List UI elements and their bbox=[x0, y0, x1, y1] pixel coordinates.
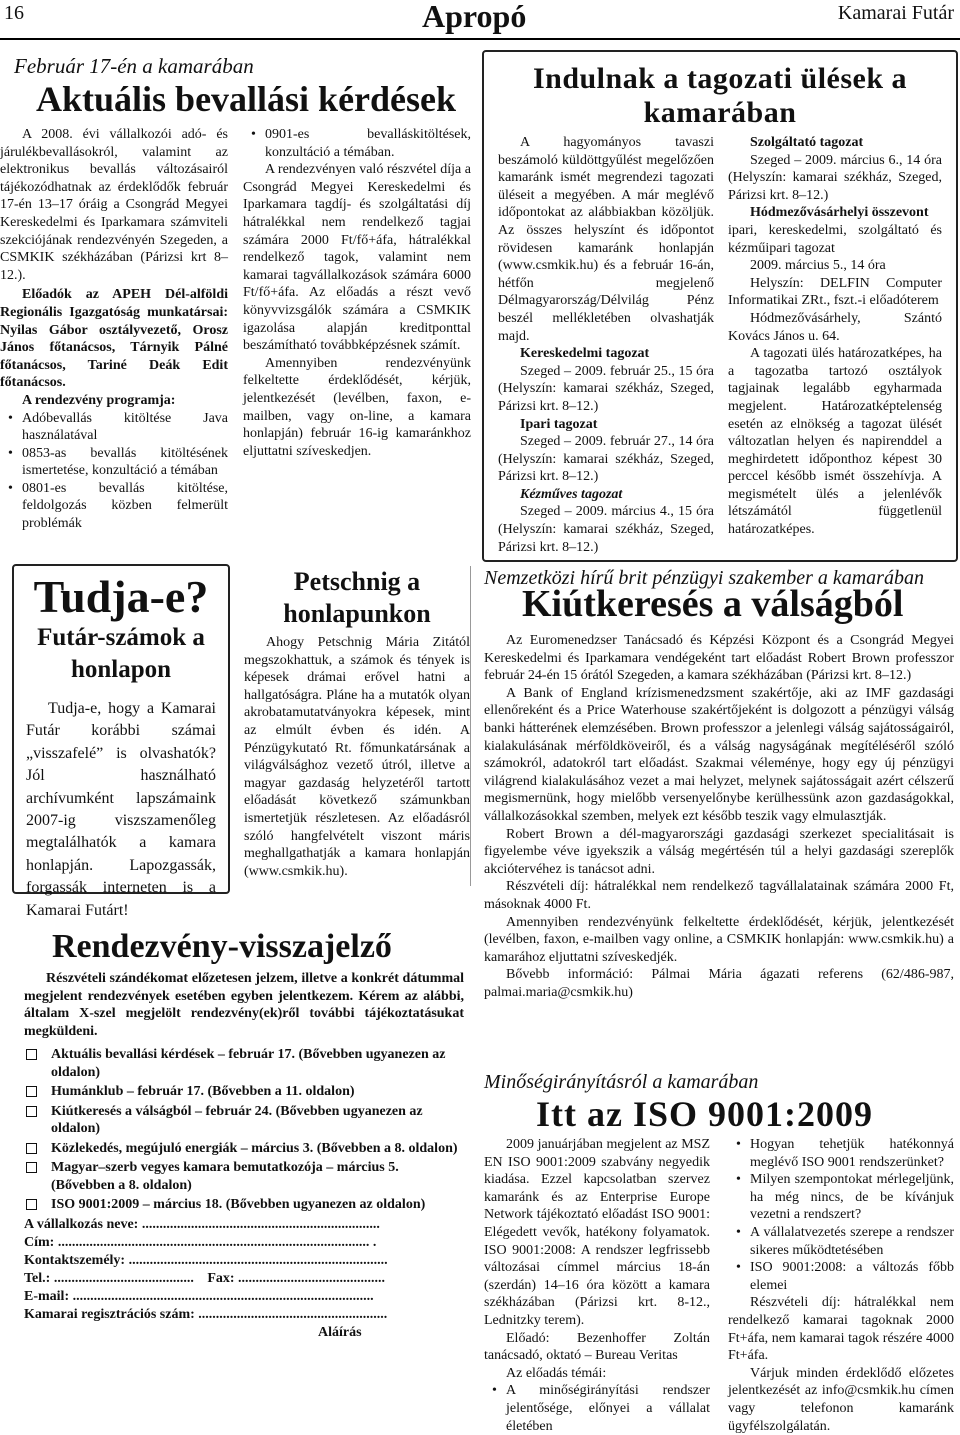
option-label: Aktuális bevallási kérdések – február 17. (Bővebben ugyanezen az oldalon) bbox=[51, 1047, 446, 1080]
option-label: Közlekedés, megújuló energiák – március 3. (Bővebben a 8. oldalon) bbox=[51, 1140, 458, 1156]
option-row[interactable] bbox=[24, 1140, 464, 1158]
session-detail: Szeged – 2009. február 25., 15 óra (Helyszín: kamarai székház, Szeged, Párizsi krt. 8–12.) bbox=[498, 363, 714, 414]
option-row[interactable] bbox=[24, 1196, 464, 1214]
paragraph: Robert Brown a dél-magyarországi gazdasági szerkezet specialitásait is figyelembe véve igyekszik a válság megértésén túl a helyi gazdasági szereplők akciótervéhez is tanácsot adni. bbox=[484, 826, 954, 877]
article-kicker: Minőségirányításról a kamarában bbox=[484, 1071, 759, 1093]
checkbox[interactable] bbox=[26, 1086, 37, 1097]
box-tudja bbox=[12, 564, 230, 919]
paragraph: Részvételi díj: hátralékkal nem rendelkező kamarai tagoknak 2000 Ft+áfa, nem kamarai tagok részére 4000 Ft+áfa. bbox=[728, 1295, 954, 1364]
list-item: • Adóbevallás kitöltése Java használatával bbox=[0, 410, 228, 445]
option-label: Magyar–szerb vegyes kamara bemutatkozója – március 5. (Bővebben a 8. oldalon) bbox=[51, 1160, 399, 1193]
article-kicker: Nemzetközi hírű brit pénzügyi szakember a kamarában bbox=[484, 567, 924, 589]
checkbox[interactable] bbox=[26, 1199, 37, 1210]
paragraph: A rendezvényen való részvétel díja a Csongrád Megyei Kereskedelmi és Iparkamara tagdíj- és szolgáltatási díj hátralékkal nem rendelkező tagjai számára 2000 Ft/fő+áfa, hátralékkal rendelkező tagok, valamint nem kamarai tagvállalkozások számára 6000 Ft/fő+áfa. Az előadás a részt vevő könyvvizsgálók számára a CSMKIK igazolása alapján kreditponttal beszámítható továbbképzésnek számít. bbox=[243, 162, 471, 354]
paragraph: Az Euromenedzser Tanácsadó és Képzési Központ és a Csongrád Megyei Kereskedelmi és Iparkamara vendégeként tart előadást Robert Brown professzor február 24-én 15 órától Szegeden, a kamara székházában (Párizsi krt. 8–12.) bbox=[484, 633, 954, 684]
paragraph: 2009 januárjában megjelent az MSZ EN ISO 9001:2009 szabvány negyedik kiadása. Ezzel kapcsolatban szervez kamaránk és az Enterprise Europe Network tájékoztató előadást ISO 9001: Elégedett vevők, hatékony folyamatok. ISO 9001:2008: A rendszer legfrissebb változásai címmel március 18-án (szerdán) 14–16 óra között a kamara székházában (Párizsi krt. 8-12., Lednitzky terem). bbox=[484, 1137, 710, 1328]
article-aktualis bbox=[14, 54, 462, 119]
tagozati-col1 bbox=[498, 134, 714, 556]
session-detail: 2009. március 5., 14 óra bbox=[750, 258, 886, 274]
paragraph: Az előadás témái: bbox=[506, 1365, 607, 1381]
article-aktualis-col1 bbox=[0, 126, 228, 533]
tagozati-col2 bbox=[728, 134, 942, 539]
article-iso-col1 bbox=[484, 1136, 710, 1435]
list-item: • A vállalatvezetés szerepe a rendszer sikeres működtetésében bbox=[728, 1224, 954, 1259]
list-item: • Hogyan tehetjük hatékonnyá meglévő ISO 9001 rendszerünket? bbox=[728, 1136, 954, 1171]
session-detail: Hódmezővásárhely, Szántó Kovács János u. 64. bbox=[728, 310, 942, 344]
list-item: • 0901-es bevalláskitöltések, konzultáció a témában. bbox=[243, 126, 471, 161]
session-sub: ipari, kereskedelmi, szolgáltató és kézműipari tagozat bbox=[728, 222, 942, 256]
article-title: Indulnak a tagozati ülések a kamarában bbox=[532, 62, 908, 129]
company-field[interactable]: A vállalkozás neve: .................................................................... bbox=[24, 1216, 380, 1232]
article-title: Aktuális bevallási kérdések bbox=[36, 79, 457, 119]
address-field[interactable]: Cím: ......................................................................................... . bbox=[24, 1234, 377, 1250]
box-subtitle: Futár-számok a honlapon bbox=[37, 624, 205, 683]
paragraph: A hagyományos tavaszi beszámoló küldöttgyűlést megelőzően kamaránk ismét megrendezi tagozati üléseit a megyében. A már meglévő időpontokat az alábbiakban közöljük. Az összes helyszínt és időpontot rövidesen kamaránk honlapján (www.csmkik.hu) és a február 16-án, hétfőn megjelenő Délmagyarország/Délvilág Pénz beszél mellékletében olvashatják majd. bbox=[498, 135, 714, 344]
box-body: Tudja-e, hogy a Kamarai Futár korábbi számai „visszafelé” is olvashatók? Jól használható archívumként lapszámaink 2007-ig viszszamenőleg megtalálhatók a kamara honlapján. Lapozgassák, forgassák interneten is a Kamarai Futárt! bbox=[26, 700, 216, 919]
article-body bbox=[484, 632, 954, 1001]
list-item: • ISO 9001:2008: a változás főbb elemei bbox=[728, 1259, 954, 1294]
checkbox[interactable] bbox=[26, 1049, 37, 1060]
list-item: • Milyen szempontokat mérlegeljünk, ha még nincs, de be kívánjuk vezetni a rendszert? bbox=[728, 1171, 954, 1224]
paragraph: A Bank of England krízismenedzsment szakértője, aki az IMF gazdasági ellenőreként és a Price Waterhouse szakértőjeként is dolgozott a pénzügyi válság banki hátterének elemzésében. Brown professzor a jelenlegi válság sajátosságairól, kialakulásának mérföldköveiről, és a válság nagyságának megítéléséről szóló számokról, adatokról tart előadást. Szakmai véleménye, hogy egy új pénzügyi világrend kialakulásához vezet a mai helyzet, melynek sajátosságait azért célszerű megismernünk, hogy mielőbb versenyelőnybe kerülhessünk azon gazdaságokkal, vállalkozásokkal szemben, melyek ezt később teszik vagy elmulasztják. bbox=[484, 685, 954, 824]
checkbox[interactable] bbox=[26, 1162, 37, 1173]
paragraph: Várjuk minden érdeklődő előzetes jelentkezését az info@csmkik.hu címen vagy telefonon kamaránk ügyfélszolgálatán. bbox=[728, 1365, 954, 1434]
list-item: • 0801-es bevallás kitöltése, feldolgozás közben felmerült problémák bbox=[0, 480, 228, 533]
paragraph: Előadó: Bezenhoffer Zoltán tanácsadó, oktató – Bureau Veritas bbox=[484, 1330, 710, 1364]
session-name: Kézműves tagozat bbox=[520, 486, 623, 502]
list-item: • 0853-as bevallás kitöltésének ismertetése, konzultáció a témában bbox=[0, 445, 228, 480]
article-iso-col2 bbox=[728, 1136, 954, 1435]
form-intro: Részvételi szándékomat előzetesen jelzem, illetve a konkrét dátummal megjelent rendezvények esetében egyben jelentkezem. Kérem az alábbi, általam X-szel megjelölt rendezvény(ek)ről további tájékoztatásukat megküldeni. bbox=[24, 971, 464, 1039]
form-title: Rendezvény-visszajelző bbox=[52, 928, 392, 965]
session-name: Kereskedelmi tagozat bbox=[520, 346, 650, 362]
session-name: Ipari tagozat bbox=[520, 416, 598, 432]
article-title: Kiútkeresés a válságból bbox=[522, 583, 904, 625]
page-number: 16 bbox=[4, 2, 24, 24]
paragraph: Amennyiben rendezvényünk felkeltette érdeklődését, kérjük, jelentkezését (levélben, faxon, e-mailben, vagy on-line, a kamara honlapján) február 16-ig kamaránkhoz eljuttatni szíveskedjen. bbox=[243, 355, 471, 459]
article-kicker: Február 17-én a kamarában bbox=[14, 54, 254, 78]
paragraph: Amennyiben rendezvényünk felkeltette érdeklődését, kérjük, jelentkezését (levélben, faxon, e-mailben vagy online, a CSMKIK honlapján: www.csmkik.hu) a kamarához eljuttatni szíveskedjék. bbox=[484, 914, 954, 965]
session-name: Hódmezővásárhelyi összevont bbox=[750, 205, 929, 221]
article-title: Itt az ISO 9001:2009 bbox=[536, 1094, 873, 1134]
option-label: Humánklub – február 17. (Bővebben a 11. oldalon) bbox=[51, 1084, 355, 1100]
email-field[interactable]: E-mail: ...................................................................................... bbox=[24, 1288, 374, 1304]
regnum-field[interactable]: Kamarai regisztrációs szám: ...................................................... bbox=[24, 1306, 388, 1322]
session-name: Szolgáltató tagozat bbox=[750, 135, 864, 150]
article-kiutkereses bbox=[484, 566, 954, 1001]
publication-name: Kamarai Futár bbox=[837, 2, 954, 24]
article-iso bbox=[484, 1070, 954, 1134]
checkbox[interactable] bbox=[26, 1143, 37, 1154]
article-tagozati bbox=[482, 50, 958, 562]
contact-field[interactable]: Kontaktszemély: .......................................................................... bbox=[24, 1252, 388, 1268]
column-divider bbox=[470, 566, 471, 886]
article-title: Petschnig a honlapunkon bbox=[283, 567, 431, 628]
article-petschnig bbox=[244, 566, 470, 880]
option-row[interactable] bbox=[24, 1083, 464, 1101]
feedback-form bbox=[24, 928, 464, 1342]
box-title: Tudja-e? bbox=[33, 571, 209, 622]
session-detail: Szeged – 2009. március 6., 14 óra (Helyszín: kamarai székház, Szeged, Párizsi krt. 8–12.) bbox=[728, 152, 942, 203]
session-detail: Szeged – 2009. március 4., 15 óra (Helyszín: kamarai székház, Szeged, Párizsi krt. 8–12.) bbox=[498, 504, 714, 555]
paragraph: Bővebb információ: Pálmai Mária ágazati referens (62/486-987, palmai.maria@csmkik.hu) bbox=[484, 967, 954, 1000]
paragraph: A 2008. évi vállalkozói adó- és járulékbevallásokról, valamint az elektronikus bevallás változásairól tájékozódhatnak az érdeklődők február 17-én 13–17 óráig a Csongrád Megyei Kereskedelmi és Iparkamara számviteli szekciójának rendezvényén Szegeden, a CSMKIK székházában (Párizsi krt 8–12.). bbox=[0, 127, 228, 283]
session-detail: Helyszín: DELFIN Computer Informatikai ZRt., fszt.-i előadóterem bbox=[728, 275, 942, 309]
paragraph: Ahogy Petschnig Mária Zitától megszokhattuk, a számok és tények is képesek drámai erővel hatni a hallgatóságra. Pláne ha a mutatók olyan akrobatamutatványokra képesek, mint az elmúlt évben és idén. A Pénzügykutató Rt. főmunkatársának a világválsághoz vezető útról, illetve a magyar gazdaság helyzetéről tartott előadását következő számunkban ismertetjük részletesen. Az előadásról szóló hangfelvételt viszont máris meghallgathatják a kamara honlapján (www.csmkik.hu). bbox=[244, 635, 470, 879]
section-title: Apropó bbox=[422, 0, 527, 34]
checkbox[interactable] bbox=[26, 1106, 37, 1117]
paragraph: Részvételi díj: hátralékkal nem rendelkező tagvállalatainak számára 2000 Ft, másoknak 4000 Ft. bbox=[484, 879, 954, 912]
option-label: ISO 9001:2009 – március 18. (Bővebben ugyanezen az oldalon) bbox=[51, 1197, 426, 1213]
form-fields bbox=[24, 1216, 464, 1342]
form-options bbox=[24, 1046, 464, 1214]
option-row[interactable] bbox=[24, 1159, 464, 1194]
paragraph: Előadók az APEH Dél-alföldi Regionális Igazgatóság munkatársai: Nyilas Gábor osztályvezető, Orosz János főtanácsos, Tárnyik Pálné főtanácsos, Tariné Deák Edit főtanácsos. bbox=[0, 287, 228, 391]
header-rule bbox=[0, 38, 960, 40]
phone-field[interactable]: Tel.: ........................................ bbox=[24, 1270, 194, 1286]
session-detail: Szeged – 2009. február 27., 14 óra (Helyszín: kamarai székház, Szeged, Párizsi krt. 8–12.) bbox=[498, 434, 714, 485]
paragraph: A tagozati ülés határozatképes, ha a tagozatba tartozó osztályok tagjainak legalább egyharmada megjelent. Határozatképtelenség esetén az elnökség a tagozat ülését változatlan helyen és napirenddel a meghirdetett időponthoz képest 30 perccel később ismét összehívja. A megismételt ülés a jelenlévők létszámától függetlenül határozatképes. bbox=[728, 346, 942, 538]
option-row[interactable] bbox=[24, 1103, 464, 1138]
fax-field[interactable]: Fax: .......................................... bbox=[207, 1270, 386, 1286]
list-item: • A minőségirányítási rendszer jelentősége, előnyei a vállalat életében bbox=[484, 1382, 710, 1435]
option-row[interactable] bbox=[24, 1046, 464, 1081]
article-aktualis-col2 bbox=[243, 126, 471, 460]
program-title: A rendezvény programja: bbox=[22, 392, 176, 408]
option-label: Kiútkeresés a válságból – február 24. (Bővebben ugyanezen az oldalon) bbox=[51, 1103, 423, 1137]
signature-label: Aláírás bbox=[318, 1324, 362, 1340]
phone-fax-row bbox=[24, 1270, 464, 1288]
